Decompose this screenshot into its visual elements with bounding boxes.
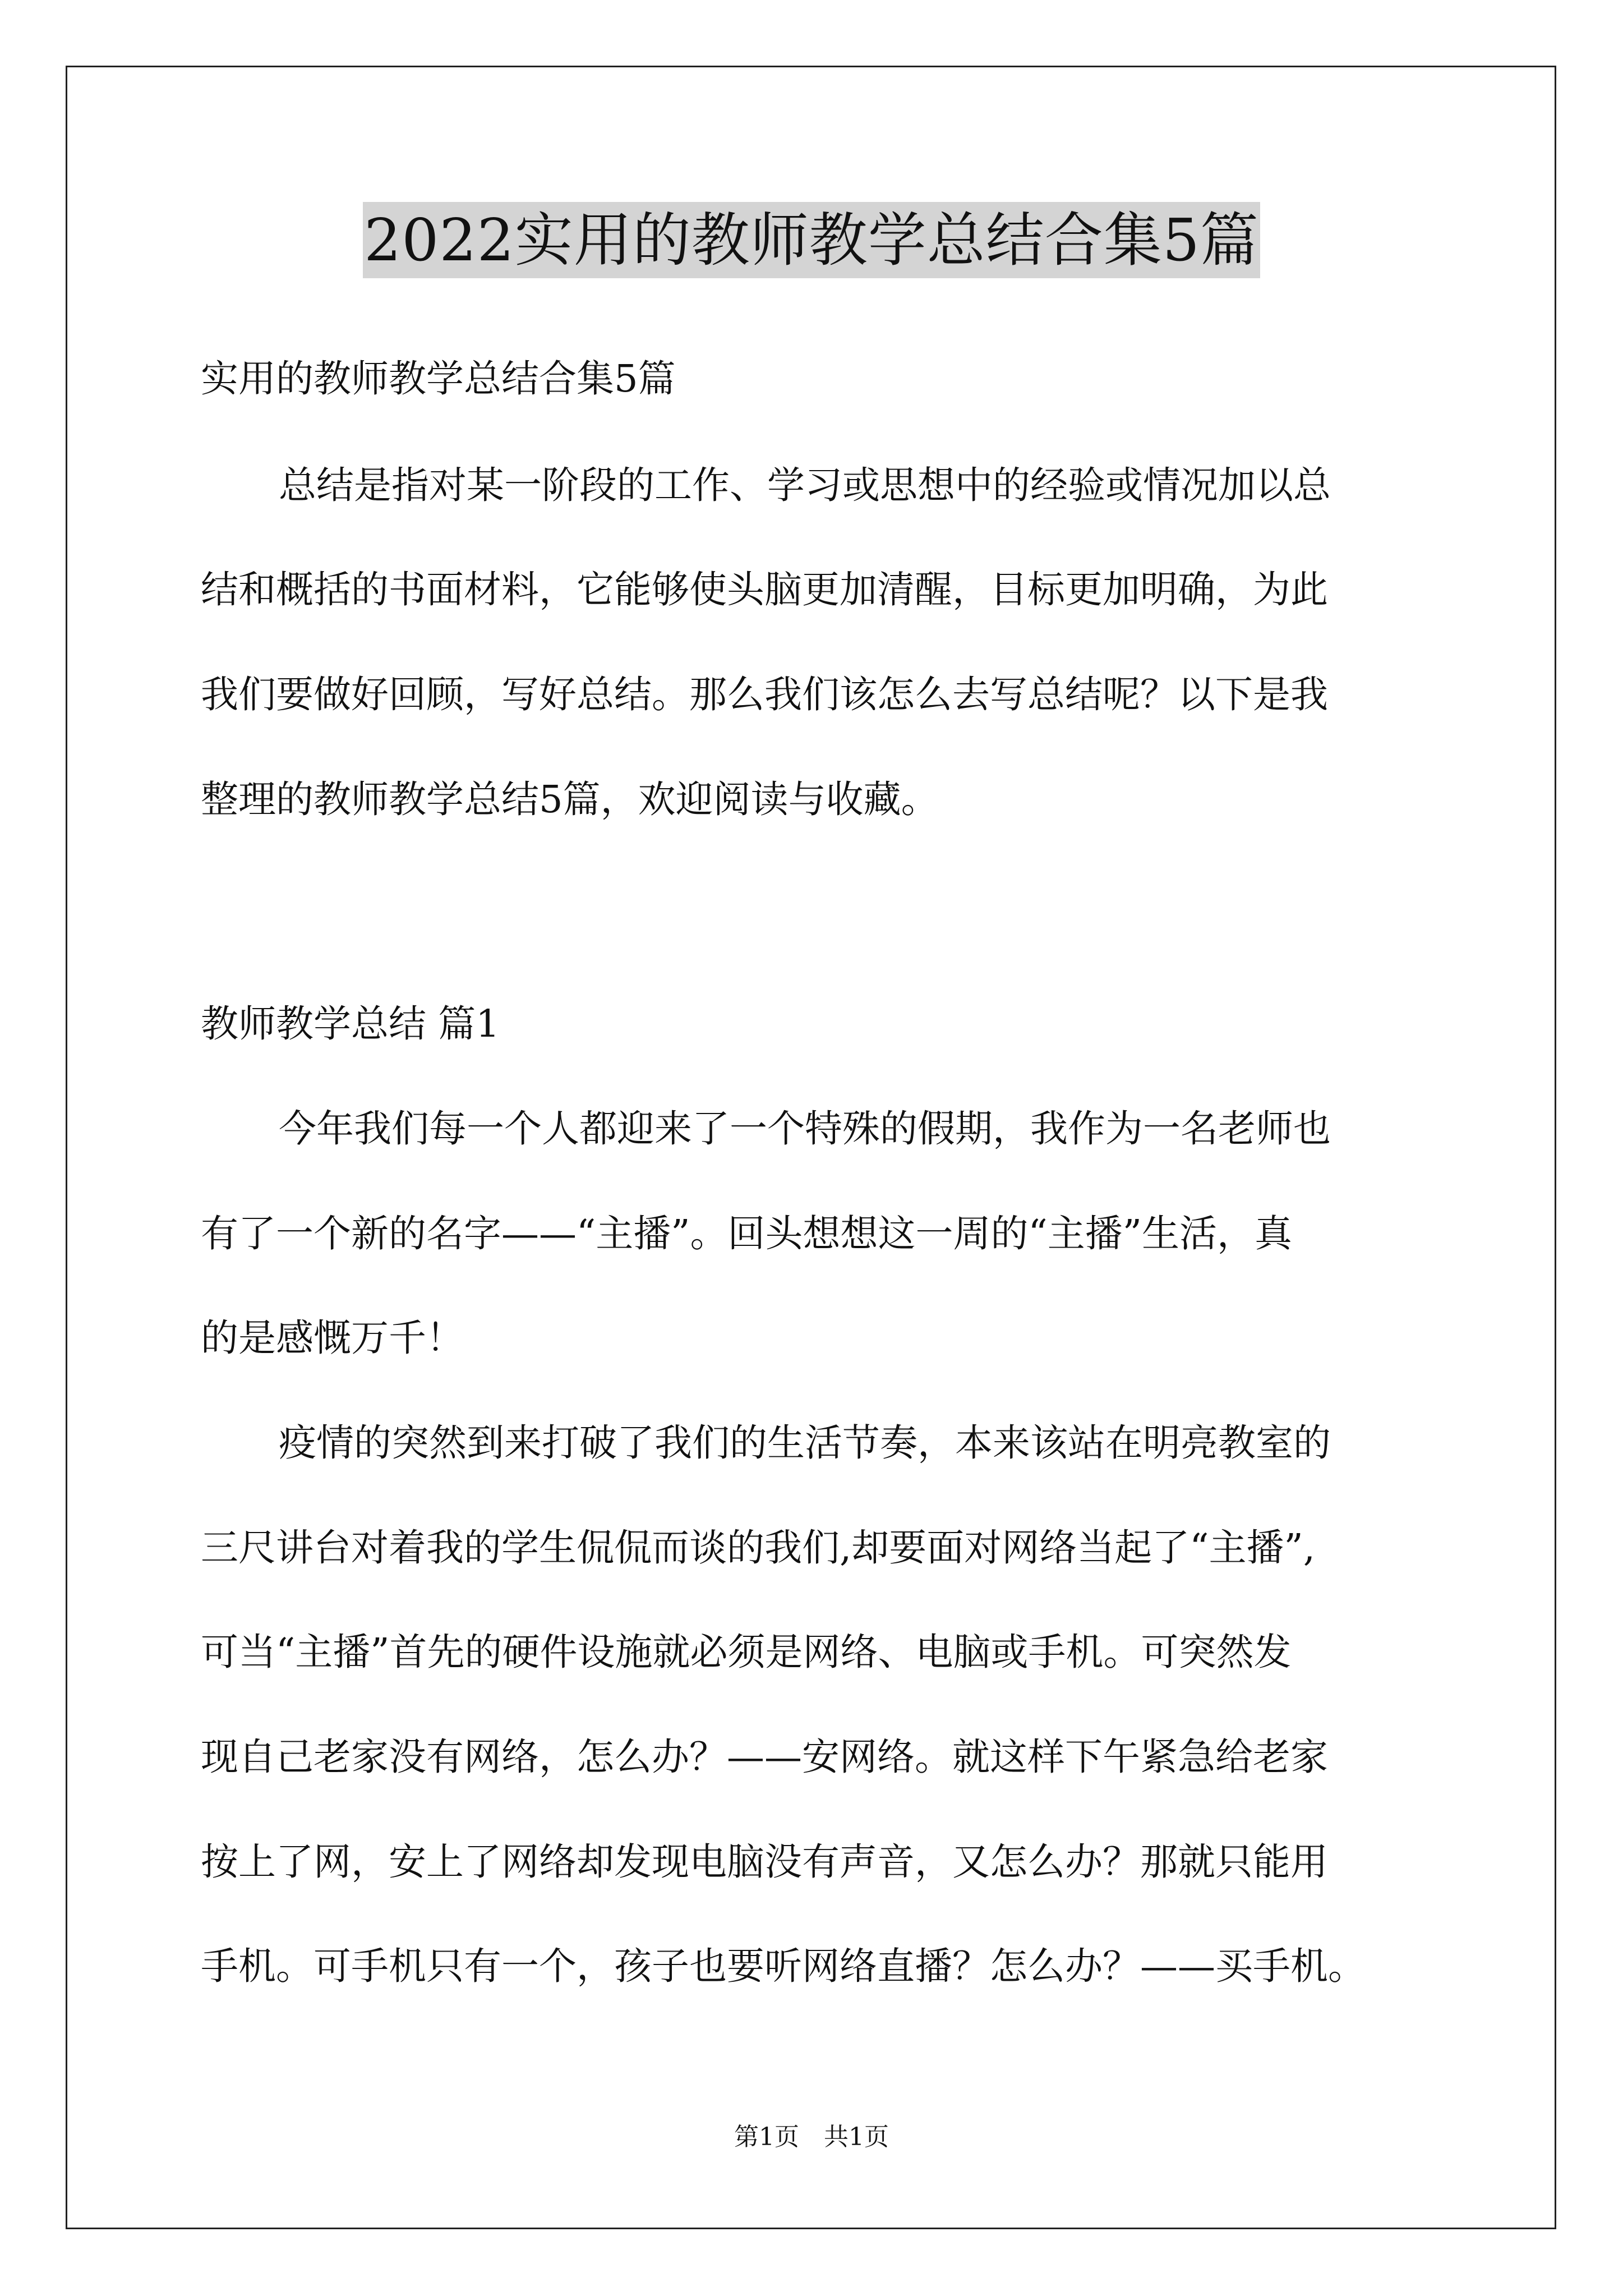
intro-line: 总结是指对某一阶段的工作、学习或思想中的经验或情况加以总 <box>279 463 1331 507</box>
page-footer: 第1页 共1页 <box>734 2123 889 2151</box>
intro-line: 结和概括的书面材料，它能够使头脑更加清醒，目标更加明确，为此 <box>201 568 1328 611</box>
document-subtitle: 实用的教师教学总结合集5篇 <box>201 357 676 401</box>
paragraph-line: 现自己老家没有网络，怎么办？——安网络。就这样下午紧急给老家 <box>201 1735 1328 1779</box>
paragraph-line: 可当“主播”首先的硬件设施就必须是网络、电脑或手机。可突然发 <box>201 1630 1292 1674</box>
paragraph-line: 三尺讲台对着我的学生侃侃而谈的我们,却要面对网络当起了“主播”, <box>201 1526 1316 1570</box>
title-container <box>0 202 1623 278</box>
intro-line: 我们要做好回顾，写好总结。那么我们该怎么去写总结呢？以下是我 <box>201 673 1328 716</box>
paragraph-line: 今年我们每一个人都迎来了一个特殊的假期，我作为一名老师也 <box>279 1107 1331 1151</box>
intro-line: 整理的教师教学总结5篇，欢迎阅读与收藏。 <box>201 777 939 821</box>
paragraph-line: 按上了网，安上了网络却发现电脑没有声音，又怎么办？那就只能用 <box>201 1840 1328 1884</box>
paragraph-line: 疫情的突然到来打破了我们的生活节奏，本来该站在明亮教室的 <box>279 1421 1331 1465</box>
paragraph-line: 有了一个新的名字——“主播”。回头想想这一周的“主播”生活，真 <box>201 1212 1293 1255</box>
document-title: 2022实用的教师教学总结合集5篇 <box>363 202 1260 278</box>
paragraph-line: 手机。可手机只有一个，孩子也要听网络直播？怎么办？——买手机。 <box>201 1944 1366 1988</box>
section-heading: 教师教学总结 篇1 <box>201 1002 500 1046</box>
paragraph-line: 的是感慨万千！ <box>201 1316 464 1360</box>
